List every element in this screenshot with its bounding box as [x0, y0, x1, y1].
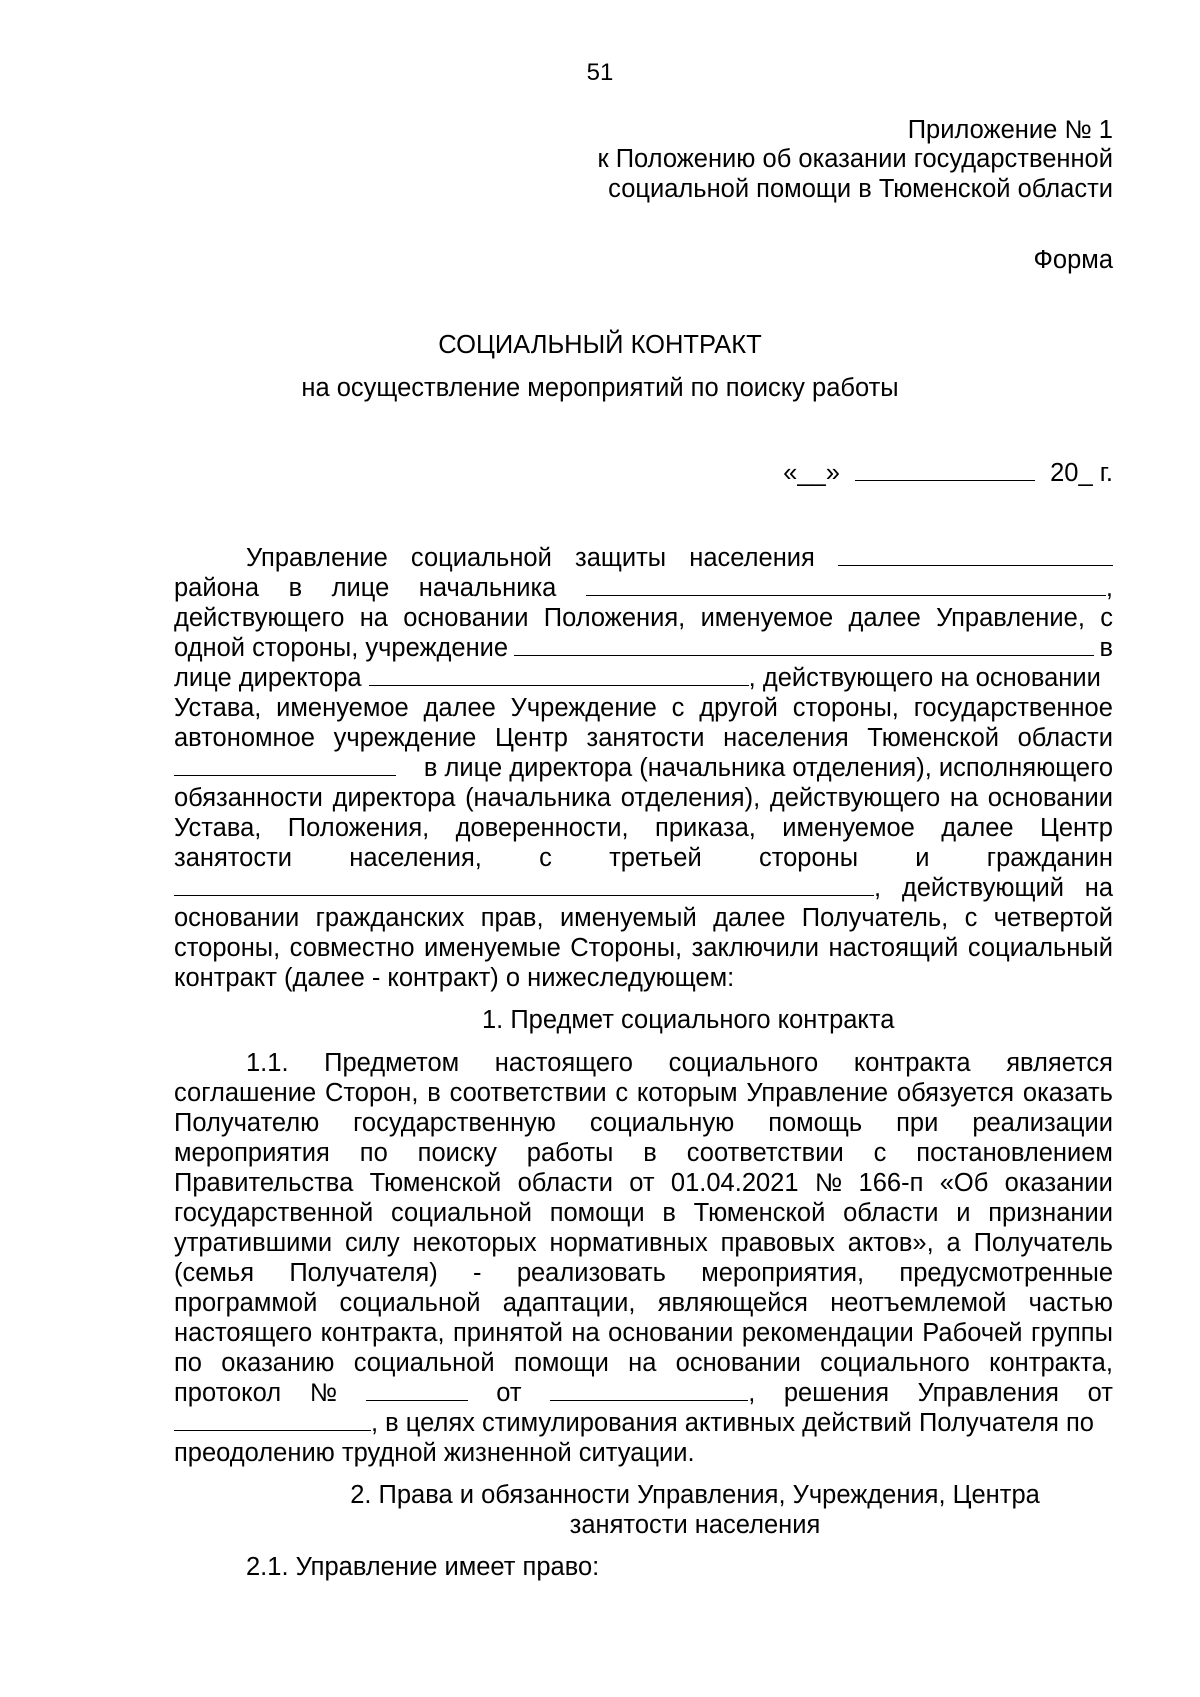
s1-line-4: мероприятия по поиску работы в соответствии с постановлением	[174, 1139, 1113, 1167]
s1-line-14: преодолению трудной жизненной ситуации.	[174, 1439, 695, 1467]
center-branch-blank	[174, 753, 396, 776]
s1-line-5: Правительства Тюменской области от 01.04.2021 № 166-п «Об оказании	[174, 1169, 1113, 1197]
s1-line-10: настоящего контракта, принятой на основании рекомендации Рабочей группы	[174, 1319, 1113, 1347]
date-year: 20_ г.	[1050, 459, 1113, 487]
s1-line-9: программой социальной адаптации, являющейся неотъемлемой частью	[174, 1289, 1113, 1317]
s1-line-6: государственной социальной помощи в Тюменской области и признании	[174, 1199, 1113, 1227]
institution-blank	[514, 633, 1094, 656]
preamble-line-4: одной стороны, учреждение в	[174, 634, 1113, 662]
citizen-name-blank	[174, 873, 874, 896]
appendix-line-3: социальной помощи в Тюменской области	[608, 175, 1113, 203]
s1-line-13: , в целях стимулирования активных действий Получателя по	[174, 1408, 1113, 1438]
section-2-heading-line-2: занятости населения	[569, 1511, 821, 1539]
s1-line-11: по оказанию социальной помощи на основании социального контракта,	[174, 1349, 1113, 1377]
preamble-line-2: района в лице начальника ,	[174, 574, 1113, 602]
preamble-line-9: обязанности директора (начальника отделения), действующего на основании	[174, 784, 1113, 812]
section-2-heading-line-1: 2. Права и обязанности Управления, Учреждения, Центра	[350, 1481, 1040, 1509]
preamble-line-1: Управление социальной защиты населения	[246, 543, 1113, 573]
form-label: Форма	[1033, 246, 1113, 274]
appendix-line-1: Приложение № 1	[907, 116, 1113, 144]
appendix-line-2: к Положению об оказании государственной	[597, 145, 1113, 173]
date-month-blank	[855, 458, 1035, 481]
contract-date	[783, 458, 1113, 488]
s1-line-12: протокол № от , решения Управления от	[174, 1379, 1113, 1407]
preamble-line-10: Устава, Положения, доверенности, приказа, именуемое далее Центр	[174, 814, 1113, 842]
protocol-date-blank	[550, 1378, 748, 1401]
preamble-line-7: автономное учреждение Центр занятости населения Тюменской области	[174, 724, 1113, 752]
document-subtitle: на осуществление мероприятий по поиску работы	[301, 374, 899, 402]
preamble-line-12: , действующий на	[174, 873, 1113, 903]
preamble-line-11: занятости населения, с третьей стороны и гражданин	[174, 844, 1113, 872]
district-blank	[838, 543, 1113, 566]
preamble-line-3: действующего на основании Положения, именуемое далее Управление, с	[174, 604, 1113, 632]
preamble-line-13: основании гражданских прав, именуемый далее Получатель, с четвертой	[174, 904, 1113, 932]
document-title: СОЦИАЛЬНЫЙ КОНТРАКТ	[438, 331, 762, 359]
page-number: 51	[586, 59, 614, 86]
date-day: «__»	[783, 459, 840, 487]
section-1-heading: 1. Предмет социального контракта	[482, 1006, 895, 1034]
decision-date-blank	[174, 1408, 371, 1431]
director-name-blank	[369, 663, 749, 686]
head-name-blank	[586, 573, 1106, 596]
preamble-line-6: Устава, именуемое далее Учреждение с другой стороны, государственное	[174, 694, 1113, 722]
preamble-line-15: контракт (далее - контракт) о нижеследующем:	[174, 964, 735, 992]
s1-line-8: (семья Получателя) - реализовать мероприятия, предусмотренные	[174, 1259, 1113, 1287]
preamble-line-14: стороны, совместно именуемые Стороны, заключили настоящий социальный	[174, 934, 1113, 962]
preamble-line-5: лице директора , действующего на основании	[174, 664, 1101, 692]
s1-line-7: утратившими силу некоторых нормативных правовых актов», а Получатель	[174, 1229, 1113, 1257]
preamble-line-8: в лице директора (начальника отделения), исполняющего	[174, 753, 1113, 783]
item-2-1: 2.1. Управление имеет право:	[246, 1553, 600, 1581]
protocol-number-blank	[366, 1378, 468, 1401]
s1-line-2: соглашение Сторон, в соответствии с которым Управление обязуется оказать	[174, 1079, 1113, 1107]
s1-line-1: 1.1. Предметом настоящего социального контракта является	[246, 1049, 1113, 1077]
s1-line-3: Получателю государственную социальную помощь при реализации	[174, 1109, 1113, 1137]
